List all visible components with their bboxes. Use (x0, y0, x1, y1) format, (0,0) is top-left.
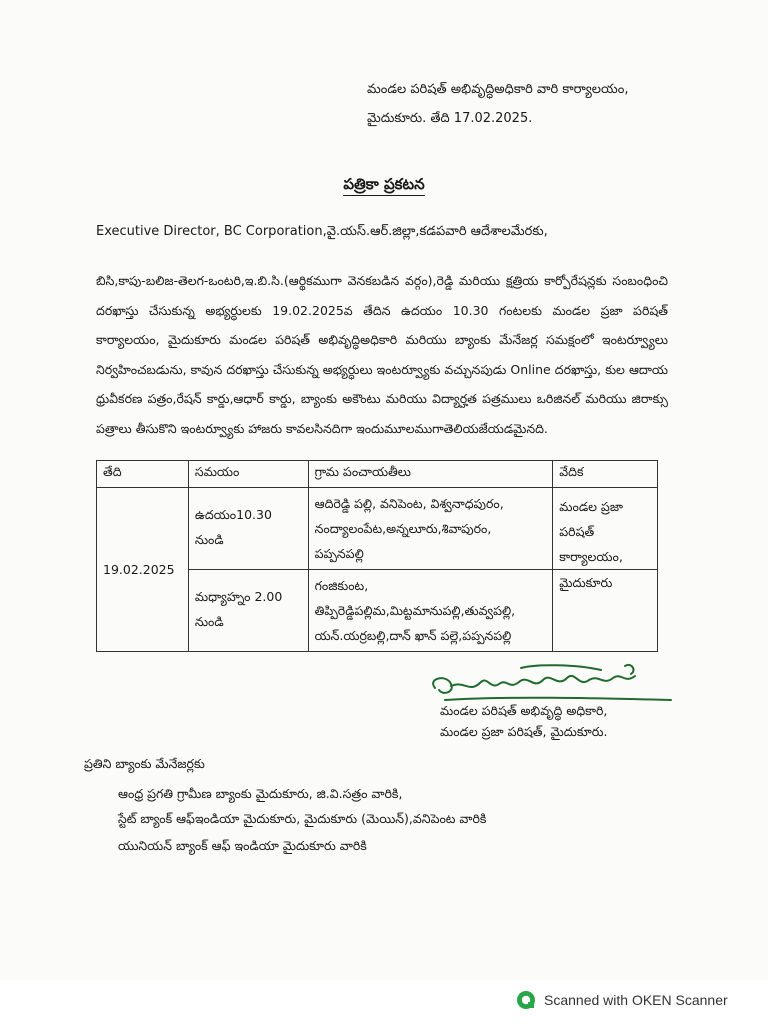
oken-scanner-logo-icon (516, 990, 536, 1010)
executive-line: Executive Director, BC Corporation,వై.యస్.ఆర్.జిల్లా,కడపవారి ఆదేశాలమేరకు, (96, 224, 548, 239)
copy-to-item: ఆంధ్ర ప్రగతి గ్రామీణ బ్యాంకు మైదుకూరు, జి.వి.సత్రం వారికి, (118, 786, 403, 801)
table-row (97, 488, 658, 570)
title-text: పత్రికా ప్రకటన (343, 175, 424, 196)
venue-cell (553, 488, 658, 652)
header-time: సమయం (188, 461, 308, 488)
scanner-footer (516, 990, 728, 1010)
venue-line: మండల ప్రజా (559, 499, 623, 514)
time-cell (188, 570, 308, 652)
venue-line: మైదుకూరు (553, 569, 657, 595)
header-date: తేది (97, 461, 189, 488)
village-line: గంజికుంట, (314, 578, 369, 593)
venue-line: కార్యాలయం, (559, 549, 623, 564)
time-line: నుండి (194, 532, 224, 547)
scanner-footer-text: Scanned with OKEN Scanner (544, 992, 728, 1008)
body-paragraph: బిసి,కాపు-బలిజ-తెలగ-ఒంటరి,ఇ.బి.సి.(ఆర్థికముగా వెనకబడిన వర్గం),రెడ్డి మరియు క్షత్రియ కార్పోరేషన్లకు సంబంధించి దరఖాస్తు చేసుకున్న అభ్యర్ధులకు 19.02.2025వ తేదిన ఉదయం 10.30 గంటలకు మండల ప్రజా పరిషత్ కార్యాలయం, మైదుకూరు మండల పరిషత్ అభివృద్ధిఅధికారి మరియు బ్యాంకు మేనేజర్ల సమక్షంలో ఇంటర్వ్యూలు నిర్వహించబడును, కావున దరఖాస్తు చేసుకున్న అభ్యర్ధులు ఇంటర్వ్యూకు వచ్చునపుడు Online దరఖాస్తు, కుల ఆదాయ ధ్రువీకరణ పత్రం,రేషన్ కార్డు,ఆధార్ కార్డు, బ్యాంకు అకౌంటు మరియు విద్యార్హత పత్రములు ఒరిజినల్ మరియు జిరాక్సు పత్రాలు తీసుకొని ఇంటర్వ్యూకు హాజరు కావలసినదిగా ఇందుమూలముగాతెలియజేయడమైనది. (96, 273, 668, 436)
copy-to-heading: ప్రతిని బ్యాంకు మేనేజర్లకు (84, 756, 205, 771)
signature-line-2: మండల ప్రజా పరిషత్, మైదుకూరు. (440, 724, 608, 739)
time-line: ఉదయం10.30 (194, 507, 272, 522)
village-line: యన్.యర్రబల్లి,దాన్ ఖాన్ పల్లె,పప్పనపల్లి (314, 628, 512, 643)
place-date-line: మైదుకూరు. తేది 17.02.2025. (367, 111, 533, 126)
schedule-table (96, 460, 658, 652)
date-cell: 19.02.2025 (97, 488, 189, 652)
time-line: మధ్యాహ్నం 2.00 (194, 589, 283, 604)
table-header-row (97, 461, 658, 488)
office-line: మండల పరిషత్ అభివృద్ధిఅధికారి వారి కార్యాలయం, (367, 82, 629, 97)
header-villages: గ్రామ పంచాయతీలు (308, 461, 553, 488)
village-line: నంద్యాలంపేట,అన్నలూరు,శివాపురం, (314, 521, 492, 536)
time-cell (188, 488, 308, 570)
villages-cell (308, 488, 553, 570)
copy-to-item: యునియన్ బ్యాంక్ ఆఫ్ ఇండియా మైదుకూరు వారికి (118, 838, 367, 853)
document-title (0, 175, 768, 197)
village-line: పప్పనపల్లి (314, 546, 364, 561)
time-line: నుండి (194, 614, 224, 629)
header-venue: వేదిక (553, 461, 658, 488)
village-line: ఆదిరెడ్డి పల్లి, వనిపెంట, విశ్వనాధపురం, (314, 496, 504, 511)
venue-line: పరిషత్ (559, 524, 595, 539)
villages-cell (308, 570, 553, 652)
copy-to-item: స్టేట్ బ్యాంక్ ఆఫ్ఇండియా మైదుకూరు, మైదుకూరు (మెయిన్),వనిపెంట వారికి (118, 811, 487, 826)
village-line: తిప్పిరెడ్డిపల్లిమ,మిట్టమానుపల్లి,తువ్వపల్లి, (314, 603, 516, 618)
signature-line-1: మండల పరిషత్ అభివృద్ధి అధికారి, (440, 703, 608, 718)
